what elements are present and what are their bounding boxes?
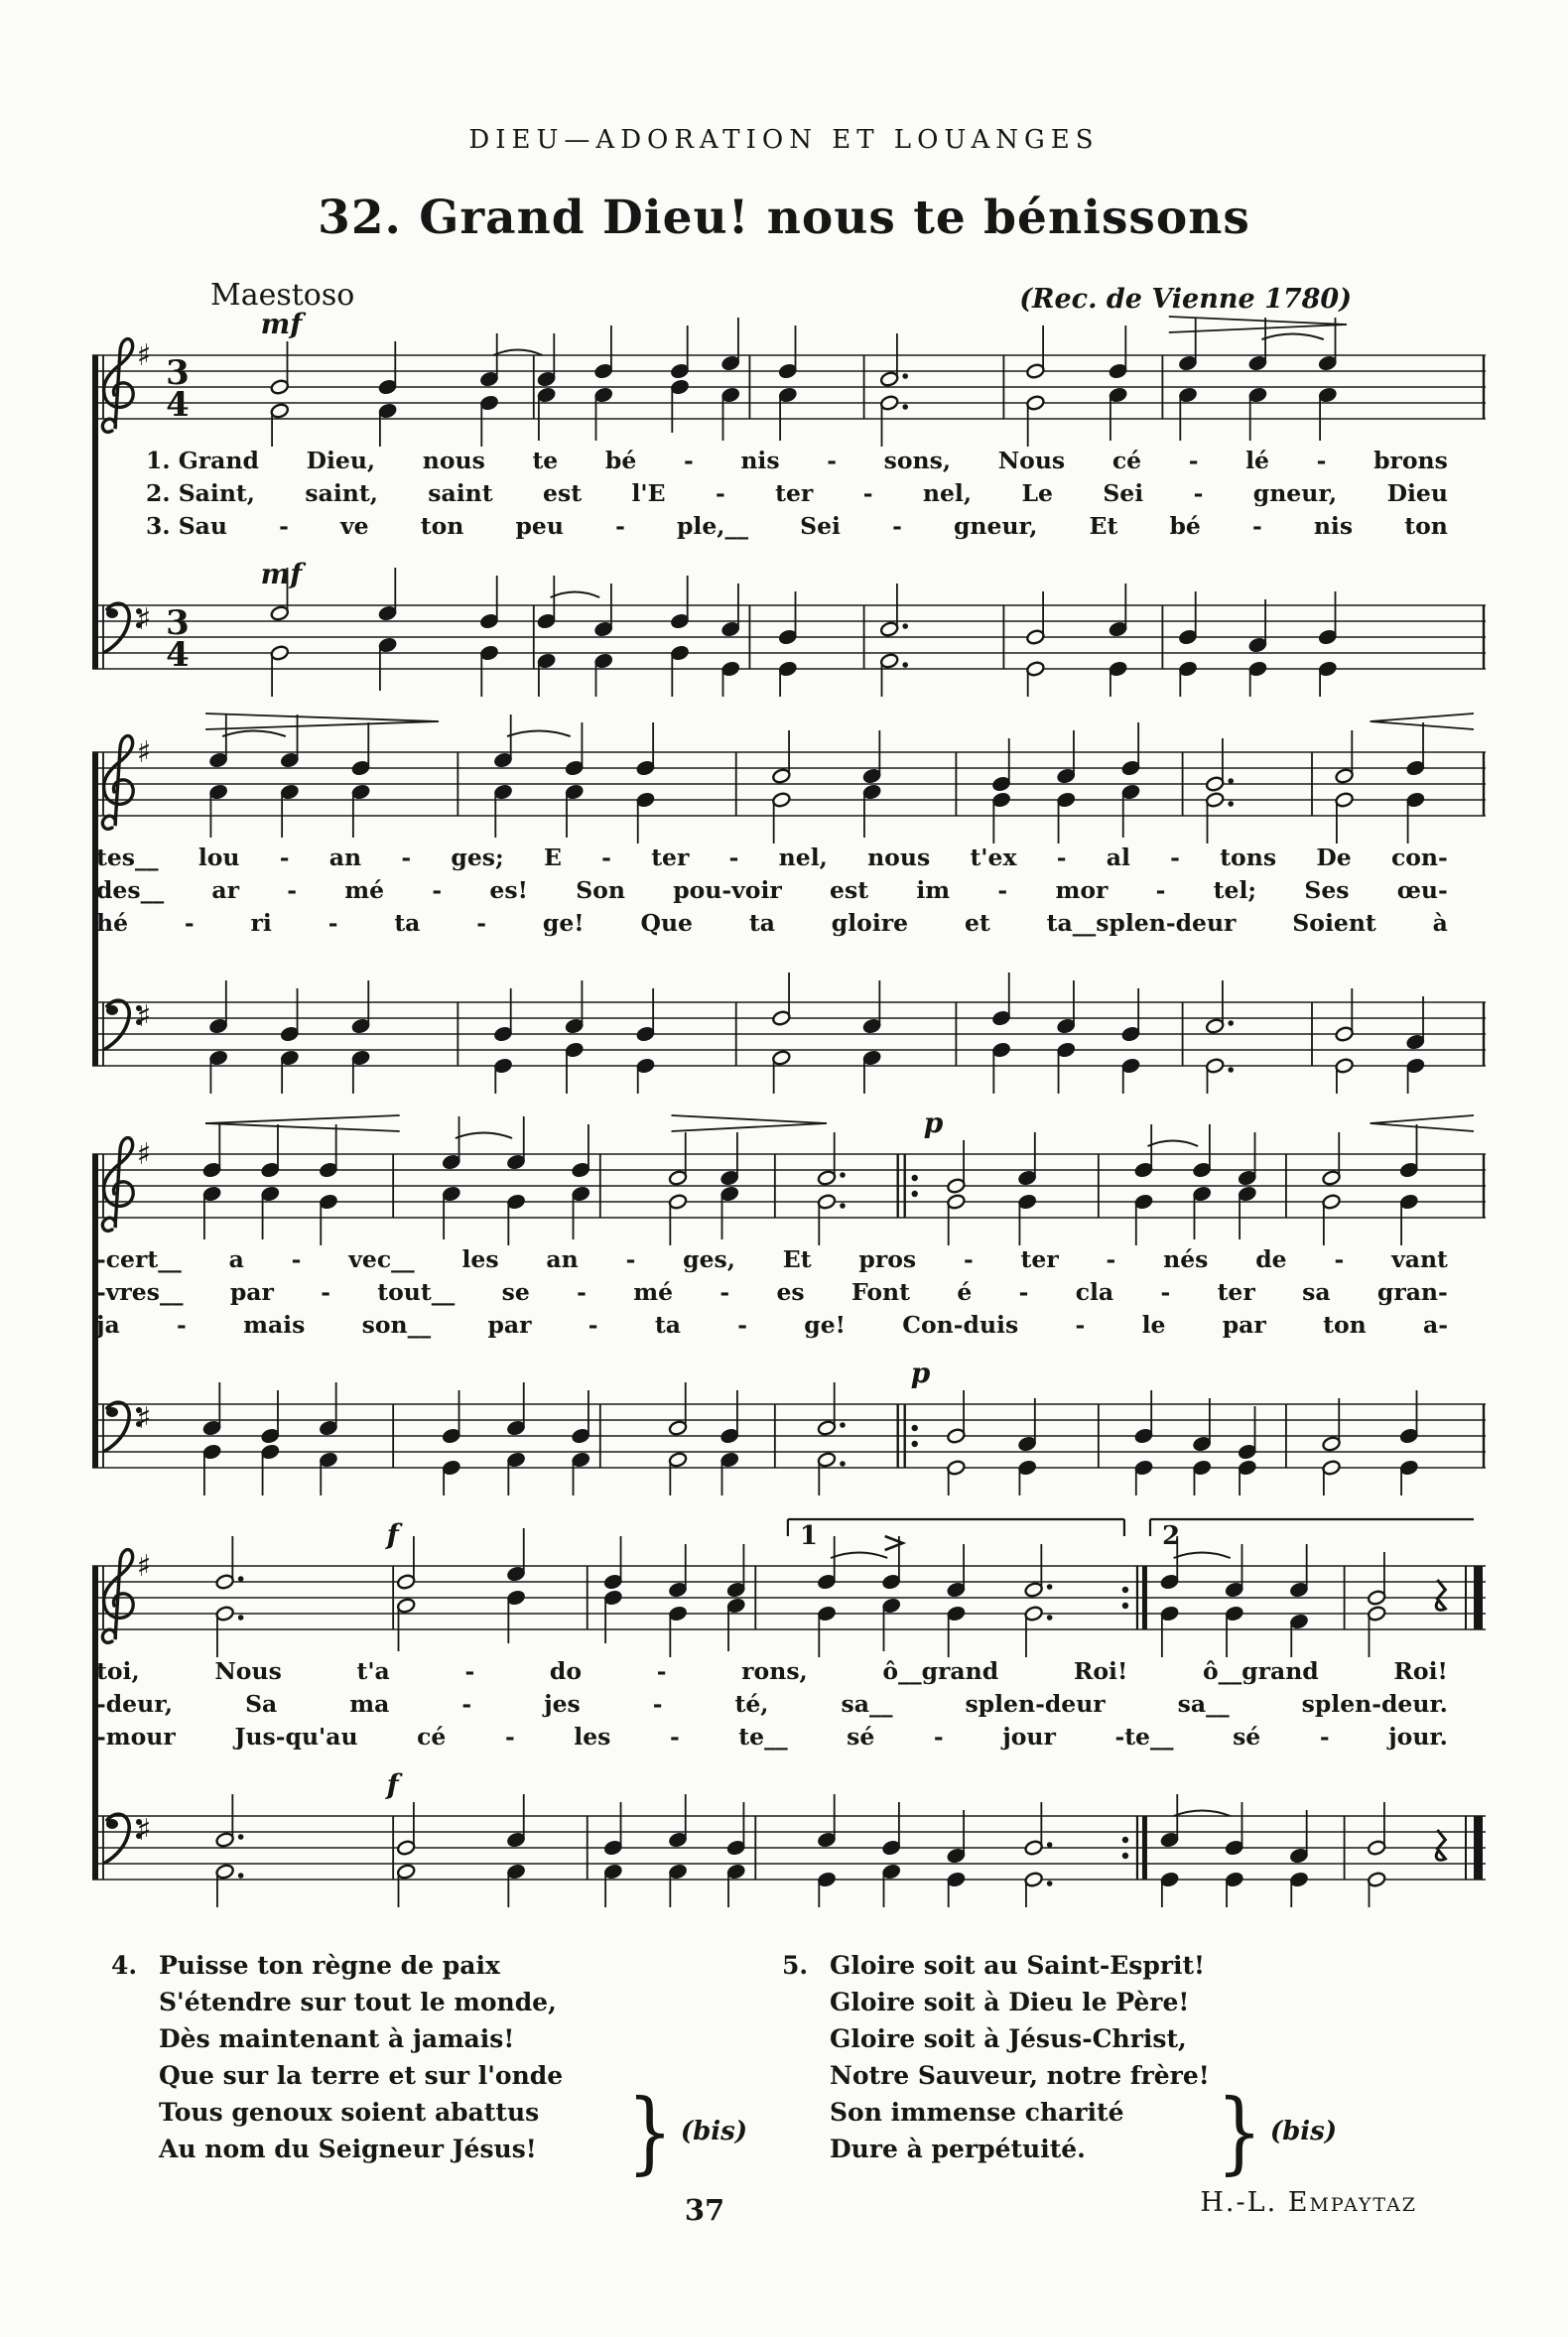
lyric-syllable: est xyxy=(543,479,583,507)
lyric-syllable: Et xyxy=(1089,512,1118,540)
lyric-line xyxy=(84,1723,1474,1755)
lyric-syllable: -cert__ xyxy=(96,1245,182,1273)
lyric-syllable: mor xyxy=(1055,876,1109,904)
lyric-syllable: Nous xyxy=(997,447,1066,474)
lyric-syllable: Ses xyxy=(1304,876,1350,904)
lyric-syllable: sa__ xyxy=(1177,1690,1230,1718)
lyric-syllable: - xyxy=(461,1690,472,1718)
music-system-2 xyxy=(84,695,1494,1094)
lyric-line xyxy=(84,1690,1474,1723)
lyric-syllable: ve xyxy=(340,512,369,540)
lyric-syllable: te__ xyxy=(738,1723,788,1751)
lyric-syllable: - xyxy=(577,1278,587,1306)
lyric-syllable: ton xyxy=(1323,1311,1367,1339)
svg-text:3: 3 xyxy=(166,603,190,643)
lyrics-block-2 xyxy=(84,844,1474,942)
lyric-syllable: - xyxy=(1075,1311,1086,1339)
lyric-syllable: toi, xyxy=(96,1657,140,1685)
lyric-syllable: ge! xyxy=(542,909,585,937)
svg-text:1: 1 xyxy=(799,1521,818,1551)
lyric-syllable: -mour xyxy=(96,1723,176,1751)
lyric-syllable: gneur, xyxy=(953,512,1038,540)
lyric-line xyxy=(84,1657,1474,1690)
lyric-syllable: gneur, xyxy=(1252,479,1338,507)
verse-line: Gloire soit à Jésus-Christ, xyxy=(830,2024,1187,2053)
lyric-syllable: - xyxy=(279,844,290,871)
lyric-syllable: -deur, xyxy=(96,1690,174,1718)
lyric-syllable: - xyxy=(432,876,443,904)
lyric-syllable: par xyxy=(487,1311,532,1339)
lyric-syllable: Dieu xyxy=(1386,479,1448,507)
lyric-syllable: sa xyxy=(1302,1278,1331,1306)
lyric-syllable: Que xyxy=(640,909,693,937)
lyric-syllable: vec__ xyxy=(348,1245,415,1273)
lyric-syllable: tout__ xyxy=(377,1278,456,1306)
lyric-syllable: - xyxy=(1334,1245,1345,1273)
lyric-syllable: - xyxy=(1106,1245,1116,1273)
lyric-syllable: - xyxy=(279,512,289,540)
lyric-syllable: - xyxy=(504,1723,515,1751)
lyric-syllable: - xyxy=(327,909,338,937)
lyric-syllable: ri xyxy=(250,909,272,937)
lyric-syllable: - xyxy=(1319,1723,1330,1751)
svg-text:♯: ♯ xyxy=(136,1137,152,1172)
lyric-syllable: nel, xyxy=(778,844,828,871)
lyric-syllable: - xyxy=(184,909,195,937)
verse-line: Puisse ton règne de paix xyxy=(159,1951,500,1980)
lyric-syllable: te xyxy=(532,447,559,474)
lyric-syllable: jour. xyxy=(1388,1723,1448,1751)
lyric-syllable: 2. Saint, xyxy=(146,479,255,507)
lyrics-block-3 xyxy=(84,1245,1474,1344)
svg-text:2: 2 xyxy=(1162,1521,1181,1551)
treble-staff xyxy=(84,1508,1494,1657)
verse-line: Gloire soit au Saint-Esprit! xyxy=(830,1951,1206,1980)
lyric-line xyxy=(84,1278,1474,1311)
verse-line: Tous genoux soient abattus xyxy=(159,2098,540,2127)
lyric-syllable: - xyxy=(737,1311,747,1339)
lyric-syllable: - xyxy=(1170,844,1180,871)
lyric-line xyxy=(84,876,1474,909)
lyric-syllable: cé xyxy=(417,1723,447,1751)
lyric-syllable: 3. Sau xyxy=(146,512,227,540)
bass-staff-row xyxy=(84,1758,1494,1911)
lyric-syllable: ges; xyxy=(451,844,504,871)
lyric-syllable: hé xyxy=(96,909,129,937)
lyric-syllable: le xyxy=(1141,1311,1166,1339)
lyric-syllable: vant xyxy=(1391,1245,1448,1273)
bass-staff-row xyxy=(84,548,1494,701)
lyric-syllable: les xyxy=(461,1245,499,1273)
lyric-syllable: ter xyxy=(651,844,690,871)
section-header: DIEU—ADORATION ET LOUANGES xyxy=(468,125,1100,155)
lyric-syllable: Sei xyxy=(800,512,841,540)
verse-line: Que sur la terre et sur l'onde xyxy=(159,2061,564,2090)
lyric-syllable: Roi! xyxy=(1073,1657,1128,1685)
lyric-syllable: mé xyxy=(633,1278,674,1306)
lyric-syllable: est xyxy=(830,876,869,904)
lyric-syllable: - xyxy=(464,1657,475,1685)
lyric-syllable: - xyxy=(1155,876,1166,904)
lyric-syllable: cla xyxy=(1075,1278,1114,1306)
lyric-syllable: Le xyxy=(1021,479,1053,507)
lyric-syllable: - xyxy=(291,1245,302,1273)
verse-line: Notre Sauveur, notre frère! xyxy=(830,2061,1210,2090)
lyric-syllable: an xyxy=(328,844,362,871)
lyric-line xyxy=(84,844,1474,876)
svg-text:♯: ♯ xyxy=(136,602,152,637)
lyric-syllable: ton xyxy=(420,512,464,540)
lyric-syllable: sons, xyxy=(883,447,952,474)
lyric-syllable: tel; xyxy=(1213,876,1257,904)
brace-glyph: } xyxy=(1217,2079,1262,2184)
lyric-syllable: ges, xyxy=(683,1245,735,1273)
lyric-syllable: bé xyxy=(604,447,637,474)
page-number: 37 xyxy=(684,2193,725,2227)
lyric-syllable: tes__ xyxy=(96,844,159,871)
lyric-line xyxy=(84,909,1474,942)
lyric-syllable: peu xyxy=(515,512,564,540)
lyric-syllable: mé xyxy=(344,876,385,904)
lyric-syllable: Jus-qu'au xyxy=(234,1723,358,1751)
bis-label: (bis) xyxy=(1269,2117,1338,2146)
svg-text:p: p xyxy=(910,1357,931,1389)
verse-5 xyxy=(782,1947,1437,2184)
lyric-syllable: - xyxy=(287,876,298,904)
lyric-syllable: - xyxy=(669,1723,680,1751)
bass-staff xyxy=(84,548,1494,697)
lyric-syllable: - xyxy=(656,1657,667,1685)
lyric-syllable: ta xyxy=(394,909,421,937)
lyric-syllable: sé xyxy=(847,1723,875,1751)
lyric-syllable: sa__ xyxy=(841,1690,893,1718)
lyric-syllable: - xyxy=(1316,447,1327,474)
lyric-syllable: - xyxy=(1056,844,1067,871)
lyric-syllable: - xyxy=(601,844,611,871)
lyric-line xyxy=(84,512,1474,545)
verse-line: S'étendre sur tout le monde, xyxy=(159,1988,557,2016)
lyric-syllable: - xyxy=(1188,447,1199,474)
lyric-syllable: a- xyxy=(1423,1311,1448,1339)
lyric-syllable: im xyxy=(916,876,951,904)
lyrics-block-4 xyxy=(84,1657,1474,1755)
verse-5-lines xyxy=(830,1947,1210,2167)
verse-5-bis xyxy=(1217,2079,1338,2184)
lyric-syllable: son__ xyxy=(361,1311,432,1339)
lyric-syllable: rons, xyxy=(741,1657,808,1685)
lyric-syllable: saint xyxy=(428,479,493,507)
lyric-syllable: des__ xyxy=(96,876,165,904)
lyric-syllable: - xyxy=(862,479,873,507)
lyric-line xyxy=(84,447,1474,479)
lyric-syllable: é xyxy=(957,1278,973,1306)
bass-staff-row xyxy=(84,1347,1494,1499)
svg-text:4: 4 xyxy=(166,635,190,675)
hymn-title: 32. Grand Dieu! nous te bénissons xyxy=(318,191,1250,245)
treble-staff xyxy=(84,1097,1494,1245)
lyric-syllable: té, xyxy=(734,1690,769,1718)
lyric-syllable: - xyxy=(615,512,625,540)
lyric-syllable: pou-voir xyxy=(673,876,782,904)
lyric-syllable: - xyxy=(1251,512,1262,540)
treble-staff-row xyxy=(84,1508,1494,1661)
verse-5-number: 5. xyxy=(782,1951,809,1980)
lyric-syllable: do xyxy=(549,1657,583,1685)
lyric-syllable: mais xyxy=(243,1311,306,1339)
svg-text:p: p xyxy=(923,1106,944,1139)
lyric-syllable: les xyxy=(574,1723,611,1751)
lyric-syllable: cé xyxy=(1111,447,1142,474)
lyric-syllable: ta__splen-deur xyxy=(1046,909,1237,937)
svg-text:mf: mf xyxy=(260,558,303,590)
lyric-syllable: à xyxy=(1432,909,1448,937)
bass-staff xyxy=(84,1347,1494,1495)
lyric-syllable: gran- xyxy=(1376,1278,1448,1306)
lyric-syllable: - xyxy=(683,447,694,474)
lyric-line xyxy=(84,479,1474,512)
lyric-syllable: - xyxy=(401,844,412,871)
lyric-syllable: Soient xyxy=(1292,909,1376,937)
lyric-syllable: - xyxy=(1193,479,1204,507)
lyric-syllable: E xyxy=(543,844,562,871)
composer-credit: H.-L. Empaytaz xyxy=(1200,2187,1417,2218)
lyric-syllable: et xyxy=(964,909,990,937)
lyric-syllable: - xyxy=(715,479,725,507)
lyric-syllable: t'a xyxy=(356,1657,390,1685)
lyric-syllable: - xyxy=(321,1278,330,1306)
lyric-syllable: bé xyxy=(1169,512,1201,540)
lyric-syllable: - xyxy=(1160,1278,1171,1306)
lyric-syllable: - xyxy=(719,1278,730,1306)
bis-label: (bis) xyxy=(680,2117,748,2146)
lyric-line xyxy=(84,1245,1474,1278)
lyric-syllable: nis xyxy=(1313,512,1354,540)
bass-staff-row xyxy=(84,945,1494,1098)
lyric-syllable: Son xyxy=(576,876,625,904)
verse-4-lines xyxy=(159,1947,563,2167)
lyrics-block-1 xyxy=(84,447,1474,545)
lyric-syllable: ple,__ xyxy=(676,512,748,540)
lyric-syllable: - xyxy=(625,1245,636,1273)
lyric-syllable: 1. Grand xyxy=(146,447,259,474)
lyric-syllable: gloire xyxy=(831,909,909,937)
svg-text:♯: ♯ xyxy=(136,1401,152,1436)
lyric-syllable: - xyxy=(1018,1278,1029,1306)
lyric-syllable: ar xyxy=(211,876,239,904)
svg-text:♯: ♯ xyxy=(136,1813,152,1848)
lyric-syllable: sé xyxy=(1233,1723,1261,1751)
lyric-syllable: saint, xyxy=(305,479,378,507)
svg-text:♯: ♯ xyxy=(136,735,152,770)
lyric-syllable: - xyxy=(933,1723,944,1751)
verse-line: Dès maintenant à jamais! xyxy=(159,2024,515,2053)
lyric-syllable: nis xyxy=(740,447,780,474)
lyric-syllable: - xyxy=(728,844,739,871)
lyric-syllable: a xyxy=(228,1245,244,1273)
lyric-syllable: ô__grand xyxy=(882,1657,999,1685)
lyric-syllable: - xyxy=(588,1311,598,1339)
lyric-syllable: tons xyxy=(1220,844,1277,871)
brace-glyph: } xyxy=(627,2079,673,2184)
treble-staff-row xyxy=(84,298,1494,451)
lyric-syllable: ma xyxy=(349,1690,390,1718)
lyric-syllable: ta xyxy=(748,909,775,937)
lyric-syllable: ter xyxy=(1020,1245,1059,1273)
music-system-4 xyxy=(84,1508,1494,1907)
lyric-syllable: ter xyxy=(1217,1278,1255,1306)
lyric-syllable: an xyxy=(546,1245,579,1273)
lyric-syllable: - xyxy=(892,512,902,540)
verse-line: Son immense charité xyxy=(830,2098,1124,2127)
lyric-syllable: lou xyxy=(197,844,240,871)
lyric-syllable: Con-duis xyxy=(902,1311,1019,1339)
verse-line: Au nom du Seigneur Jésus! xyxy=(159,2135,537,2163)
treble-staff xyxy=(84,695,1494,844)
verse-line: Gloire soit à Dieu le Père! xyxy=(830,1988,1190,2016)
lyric-syllable: Nous xyxy=(214,1657,282,1685)
lyric-syllable: es xyxy=(776,1278,805,1306)
verse-4-number: 4. xyxy=(111,1951,138,1980)
lyric-syllable: de xyxy=(1255,1245,1287,1273)
bass-staff xyxy=(84,1758,1494,1907)
verse-4 xyxy=(111,1947,748,2184)
lyric-line xyxy=(84,1311,1474,1344)
lyric-syllable: Roi! xyxy=(1393,1657,1448,1685)
lyric-syllable: - xyxy=(177,1311,187,1339)
music-system-3 xyxy=(84,1097,1494,1495)
lyric-syllable: Dieu, xyxy=(306,447,376,474)
treble-staff-row xyxy=(84,695,1494,847)
lyric-syllable: ja xyxy=(96,1311,120,1339)
bass-staff xyxy=(84,945,1494,1094)
tempo-marking: Maestoso xyxy=(210,278,355,313)
music-system-1 xyxy=(84,298,1494,697)
lyric-syllable: lé xyxy=(1245,447,1270,474)
lyric-syllable: ter xyxy=(775,479,814,507)
lyric-syllable: es! xyxy=(489,876,528,904)
lyric-syllable: - xyxy=(476,909,487,937)
lyric-syllable: al xyxy=(1106,844,1130,871)
lyric-syllable: nous xyxy=(422,447,485,474)
lyric-syllable: - xyxy=(997,876,1008,904)
lyric-syllable: œu- xyxy=(1396,876,1448,904)
lyric-syllable: Et xyxy=(782,1245,812,1273)
lyric-syllable: par xyxy=(229,1278,274,1306)
svg-text:♯: ♯ xyxy=(136,1549,152,1584)
lyric-syllable: con- xyxy=(1390,844,1448,871)
lyric-syllable: splen-deur xyxy=(965,1690,1106,1718)
lyric-syllable: se xyxy=(501,1278,530,1306)
lyric-syllable: par xyxy=(1222,1311,1266,1339)
lyric-syllable: ge! xyxy=(804,1311,846,1339)
lyric-syllable: De xyxy=(1316,844,1352,871)
lyric-syllable: brons xyxy=(1373,447,1448,474)
treble-staff xyxy=(84,298,1494,447)
lyric-syllable: nous xyxy=(867,844,931,871)
lyric-syllable: nel, xyxy=(922,479,973,507)
lyric-syllable: ton xyxy=(1404,512,1448,540)
svg-text:♯: ♯ xyxy=(136,999,152,1034)
lyric-syllable: -vres__ xyxy=(96,1278,184,1306)
lyric-syllable: pros xyxy=(858,1245,917,1273)
source-attribution: (Rec. de Vienne 1780) xyxy=(1019,284,1352,315)
lyric-syllable: splen-deur. xyxy=(1301,1690,1448,1718)
lyric-syllable: jes xyxy=(544,1690,581,1718)
lyric-syllable: ô__grand xyxy=(1202,1657,1319,1685)
lyric-syllable: - xyxy=(652,1690,663,1718)
svg-text:mf: mf xyxy=(260,308,303,340)
lyric-syllable: Sa xyxy=(245,1690,278,1718)
lyric-syllable: - xyxy=(827,447,837,474)
lyric-syllable: Sei xyxy=(1103,479,1144,507)
svg-text:3: 3 xyxy=(166,353,190,393)
lyric-syllable: ta xyxy=(654,1311,681,1339)
svg-text:4: 4 xyxy=(166,385,190,425)
lyric-syllable: Font xyxy=(850,1278,910,1306)
treble-staff-row xyxy=(84,1097,1494,1249)
verse-line: Dure à perpétuité. xyxy=(830,2135,1086,2163)
svg-text:f: f xyxy=(386,1768,399,1801)
lyric-syllable: nés xyxy=(1163,1245,1209,1273)
svg-text:f: f xyxy=(386,1518,399,1551)
lyric-syllable: l'E xyxy=(631,479,666,507)
lyric-syllable: - xyxy=(963,1245,974,1273)
lyric-syllable: jour xyxy=(1002,1723,1056,1751)
verse-4-bis xyxy=(627,2079,748,2184)
lyric-syllable: -te__ xyxy=(1114,1723,1174,1751)
svg-text:♯: ♯ xyxy=(136,338,152,373)
lyric-syllable: t'ex xyxy=(970,844,1017,871)
